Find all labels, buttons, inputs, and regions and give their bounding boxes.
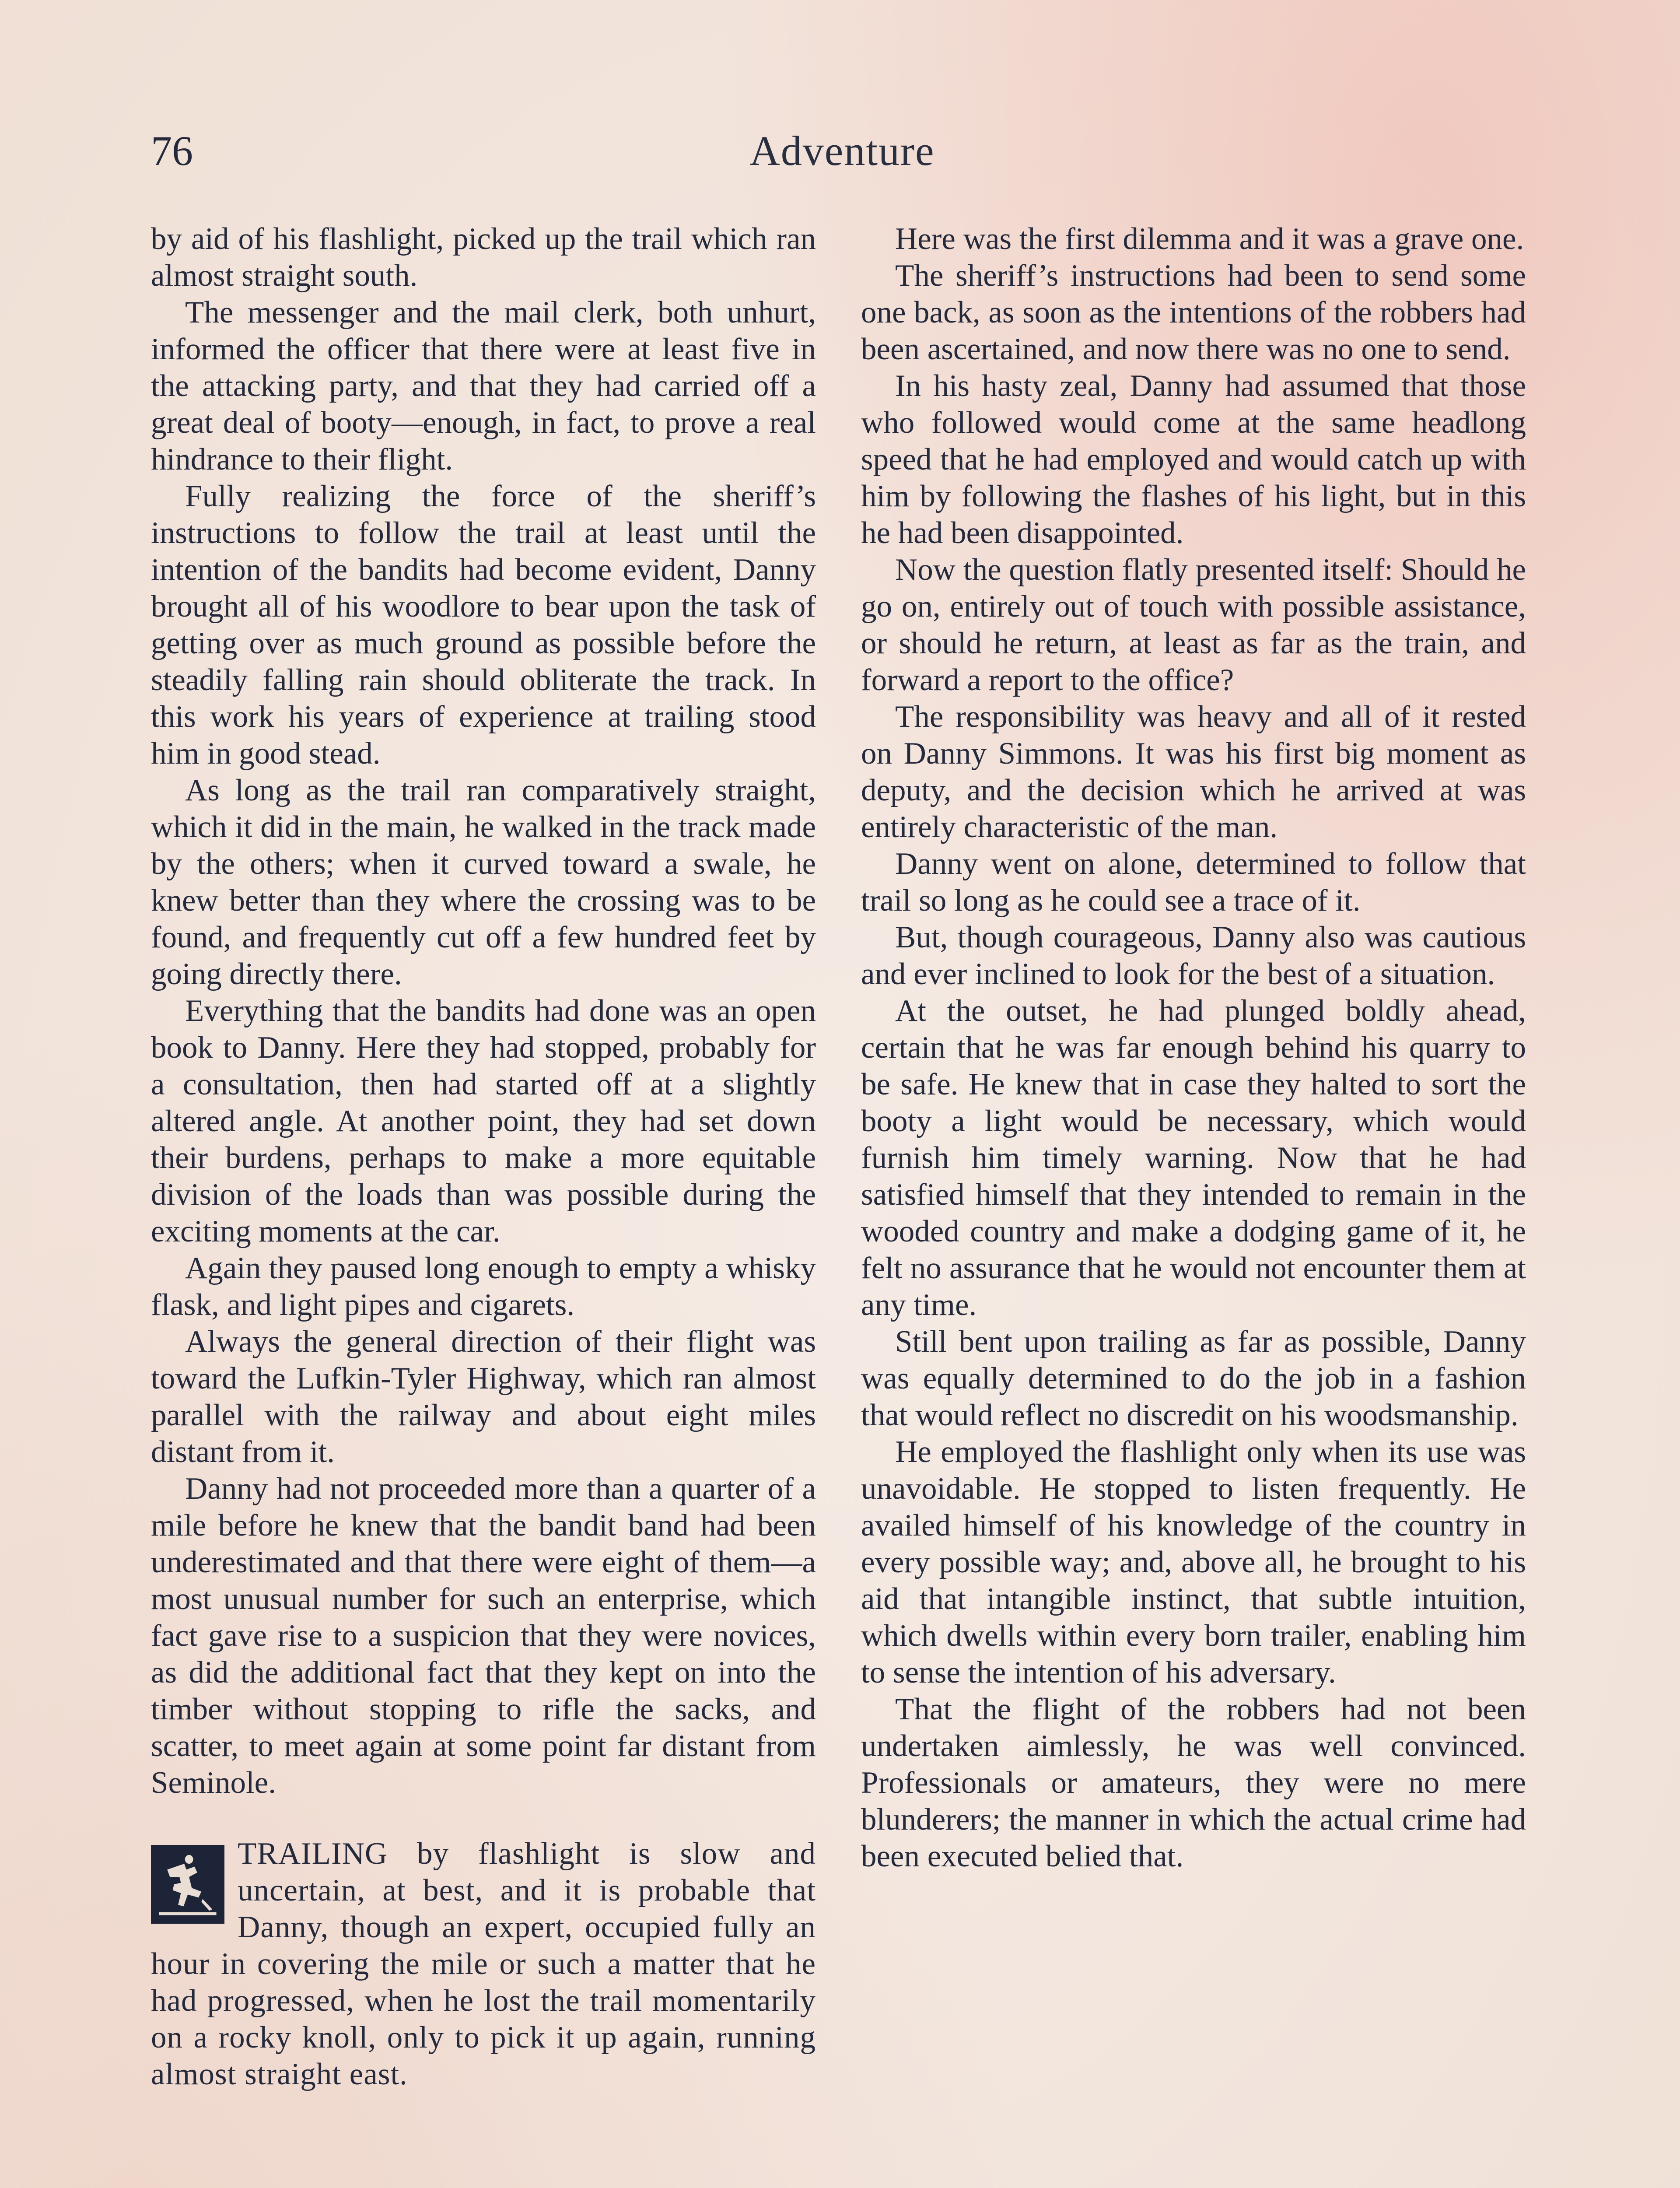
paragraph: At the outset, he had plunged boldly ahead, certain that he was far enough behind his quarry to be safe. He knew that in case they halted to sort the booty a light would be necessary, which would furnish him timely warning. Now that he had satisfied himself that they intended to remain in the wooded country and make a dodging game of it, he felt no assurance that he would not encounter them at any time.: [861, 994, 1526, 1322]
paragraph: Again they paused long enough to empty a whisky flask, and light pipes and cigarets.: [151, 1251, 816, 1322]
paragraph: The sheriff’s instructions had been to send some one back, as soon as the intentions of the robbers had been ascertained, and now there was no one to send.: [861, 259, 1526, 366]
right-column: [861, 221, 1526, 1875]
paragraph: The responsibility was heavy and all of it rested on Danny Simmons. It was his first big moment as deputy, and the decision which he arrived at was entirely characteristic of the man.: [861, 700, 1526, 844]
left-column: [151, 221, 816, 2093]
trailing-figure-icon: [151, 1845, 224, 1924]
paragraph: That the flight of the robbers had not been undertaken aimlessly, he was well convinced. Professionals or amateurs, they were no mere blunderers; the manner in which the actual crime had been executed belied that.: [861, 1692, 1526, 1873]
paragraph: Everything that the bandits had done was an open book to Danny. Here they had stopped, probably for a consultation, then had started off at a slightly altered angle. At another point, they had set down their burdens, perhaps to make a more equitable division of the loads than was possible during the exciting moments at the car.: [151, 994, 816, 1248]
paragraph: Danny had not proceeded more than a quarter of a mile before he knew that the bandit band had been underestimated and that there were eight of them—a most unusual number for such an enterprise, which fact gave rise to a suspicion that they were novices, as did the additional fact that they kept on into the timber without stopping to rifle the sacks, and scatter, to meet again at some point far distant from Seminole.: [151, 1472, 816, 1800]
paragraph: Still bent upon trailing as far as possible, Danny was equally determined to do the job in a fashion that would reflect no discredit on his woodsmanship.: [861, 1325, 1526, 1432]
paragraph: In his hasty zeal, Danny had assumed that those who followed would come at the same headlong speed that he had employed and would catch up with him by following the flashes of his light, but in this he had been disappointed.: [861, 369, 1526, 550]
paragraph: He employed the flashlight only when its use was unavoidable. He stopped to listen frequently. He availed himself of his knowledge of the country in every possible way; and, above all, he brought to his aid that intangible instinct, that subtle intuition, which dwells within every born trailer, enabling him to sense the intention of his adversary.: [861, 1435, 1526, 1690]
paragraph: Fully realizing the force of the sheriff’s instructions to follow the trail at least until the intention of the bandits had become evident, Danny brought all of his woodlore to bear upon the task of getting over as much ground as possible before the steadily falling rain should obliterate the track. In this work his years of experience at trailing stood him in good stead.: [151, 479, 816, 771]
paragraph: Always the general direction of their flight was toward the Lufkin-Tyler Highway, which ran almost parallel with the railway and about eight miles distant from it.: [151, 1325, 816, 1469]
section-break: [151, 1801, 816, 1835]
paragraph: Now the question flatly presented itself: Should he go on, entirely out of touch with possible assistance, or should he return, at least as far as the train, and forward a report to the office?: [861, 553, 1526, 697]
paragraph: by aid of his flashlight, picked up the trail which ran almost straight south.: [151, 222, 816, 293]
page-number: 76: [151, 127, 193, 174]
running-head: Adventure: [749, 127, 935, 174]
dropcap-paragraph: [151, 1835, 816, 2093]
page-header: [151, 125, 1533, 177]
paragraph: The messenger and the mail clerk, both unhurt, informed the officer that there were at least five in the attacking party, and that they had carried off a great deal of booty—enough, in fact, to prove a real hindrance to their flight.: [151, 295, 816, 477]
paragraph: Here was the first dilemma and it was a grave one.: [895, 222, 1524, 256]
paragraph: As long as the trail ran comparatively straight, which it did in the main, he walked in the track made by the others; when it curved toward a swale, he knew better than they where the crossing was to be found, and frequently cut off a few hundred feet by going directly there.: [151, 773, 816, 991]
paragraph: Danny went on alone, determined to follow that trail so long as he could see a trace of it.: [861, 847, 1526, 918]
paragraph: But, though courageous, Danny also was cautious and ever inclined to look for the best of a situation.: [861, 920, 1526, 991]
dropcap-paragraph-text: TRAILING by flashlight is slow and uncertain, at best, and it is probable that Danny, though an expert, occupied fully an hour in covering the mile or such a matter that he had progressed, when he lost the trail momentarily on a rocky knoll, only to pick it up again, running almost straight east.: [151, 1837, 816, 2091]
